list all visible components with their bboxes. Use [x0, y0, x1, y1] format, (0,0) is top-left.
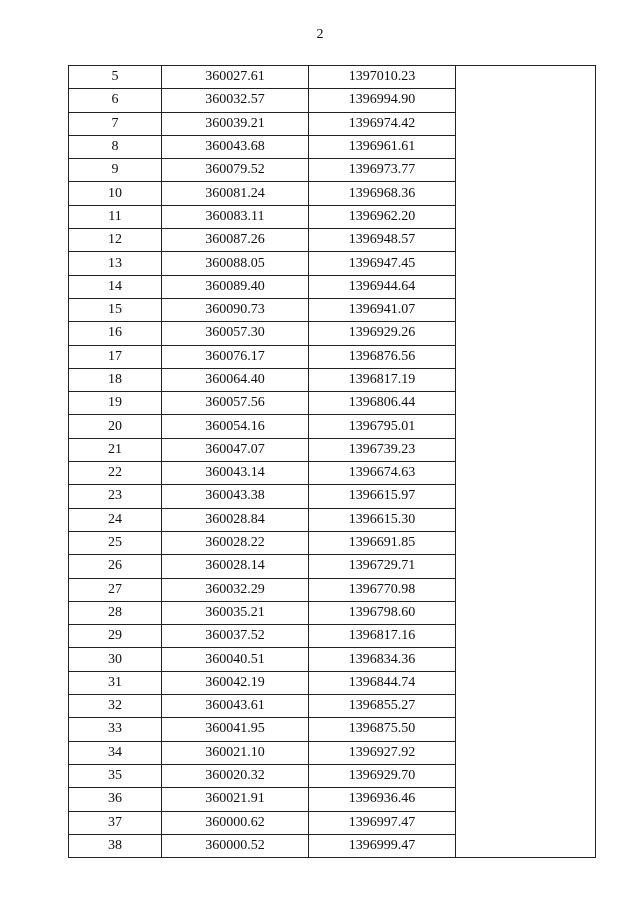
x-coordinate-cell: 360032.29 [162, 578, 309, 601]
point-number-cell: 6 [69, 89, 162, 112]
point-number-cell: 12 [69, 229, 162, 252]
point-number-cell: 37 [69, 811, 162, 834]
y-coordinate-cell: 1396876.56 [309, 345, 456, 368]
point-number-cell: 8 [69, 135, 162, 158]
point-number-cell: 38 [69, 834, 162, 857]
y-coordinate-cell: 1396798.60 [309, 601, 456, 624]
x-coordinate-cell: 360042.19 [162, 671, 309, 694]
table-row [69, 66, 596, 89]
x-coordinate-cell: 360000.52 [162, 834, 309, 857]
y-coordinate-cell: 1396944.64 [309, 275, 456, 298]
y-coordinate-cell: 1396817.19 [309, 368, 456, 391]
y-coordinate-cell: 1396615.97 [309, 485, 456, 508]
point-number-cell: 21 [69, 438, 162, 461]
point-number-cell: 13 [69, 252, 162, 275]
point-number-cell: 5 [69, 66, 162, 89]
y-coordinate-cell: 1396875.50 [309, 718, 456, 741]
y-coordinate-cell: 1396929.26 [309, 322, 456, 345]
point-number-cell: 17 [69, 345, 162, 368]
x-coordinate-cell: 360039.21 [162, 112, 309, 135]
x-coordinate-cell: 360021.10 [162, 741, 309, 764]
y-coordinate-cell: 1396994.90 [309, 89, 456, 112]
point-number-cell: 10 [69, 182, 162, 205]
y-coordinate-cell: 1396948.57 [309, 229, 456, 252]
y-coordinate-cell: 1396936.46 [309, 788, 456, 811]
y-coordinate-cell: 1396999.47 [309, 834, 456, 857]
coordinates-table [68, 65, 596, 858]
y-coordinate-cell: 1396962.20 [309, 205, 456, 228]
point-number-cell: 22 [69, 462, 162, 485]
x-coordinate-cell: 360081.24 [162, 182, 309, 205]
x-coordinate-cell: 360089.40 [162, 275, 309, 298]
y-coordinate-cell: 1396997.47 [309, 811, 456, 834]
point-number-cell: 9 [69, 159, 162, 182]
point-number-cell: 19 [69, 392, 162, 415]
x-coordinate-cell: 360076.17 [162, 345, 309, 368]
point-number-cell: 27 [69, 578, 162, 601]
point-number-cell: 35 [69, 764, 162, 787]
x-coordinate-cell: 360064.40 [162, 368, 309, 391]
point-number-cell: 29 [69, 625, 162, 648]
x-coordinate-cell: 360020.32 [162, 764, 309, 787]
empty-notes-cell [456, 66, 596, 858]
point-number-cell: 11 [69, 205, 162, 228]
y-coordinate-cell: 1396615.30 [309, 508, 456, 531]
y-coordinate-cell: 1396927.92 [309, 741, 456, 764]
point-number-cell: 7 [69, 112, 162, 135]
y-coordinate-cell: 1396968.36 [309, 182, 456, 205]
x-coordinate-cell: 360000.62 [162, 811, 309, 834]
y-coordinate-cell: 1396929.70 [309, 764, 456, 787]
y-coordinate-cell: 1396739.23 [309, 438, 456, 461]
y-coordinate-cell: 1396806.44 [309, 392, 456, 415]
point-number-cell: 28 [69, 601, 162, 624]
point-number-cell: 32 [69, 695, 162, 718]
x-coordinate-cell: 360040.51 [162, 648, 309, 671]
point-number-cell: 16 [69, 322, 162, 345]
y-coordinate-cell: 1396729.71 [309, 555, 456, 578]
x-coordinate-cell: 360028.22 [162, 531, 309, 554]
point-number-cell: 33 [69, 718, 162, 741]
x-coordinate-cell: 360090.73 [162, 298, 309, 321]
point-number-cell: 31 [69, 671, 162, 694]
x-coordinate-cell: 360083.11 [162, 205, 309, 228]
x-coordinate-cell: 360028.14 [162, 555, 309, 578]
x-coordinate-cell: 360079.52 [162, 159, 309, 182]
coordinates-table-body [69, 66, 596, 858]
point-number-cell: 26 [69, 555, 162, 578]
x-coordinate-cell: 360021.91 [162, 788, 309, 811]
point-number-cell: 25 [69, 531, 162, 554]
y-coordinate-cell: 1396691.85 [309, 531, 456, 554]
x-coordinate-cell: 360043.38 [162, 485, 309, 508]
y-coordinate-cell: 1396973.77 [309, 159, 456, 182]
x-coordinate-cell: 360087.26 [162, 229, 309, 252]
point-number-cell: 14 [69, 275, 162, 298]
y-coordinate-cell: 1397010.23 [309, 66, 456, 89]
x-coordinate-cell: 360047.07 [162, 438, 309, 461]
x-coordinate-cell: 360027.61 [162, 66, 309, 89]
x-coordinate-cell: 360043.68 [162, 135, 309, 158]
point-number-cell: 30 [69, 648, 162, 671]
x-coordinate-cell: 360035.21 [162, 601, 309, 624]
y-coordinate-cell: 1396770.98 [309, 578, 456, 601]
x-coordinate-cell: 360043.14 [162, 462, 309, 485]
x-coordinate-cell: 360043.61 [162, 695, 309, 718]
x-coordinate-cell: 360037.52 [162, 625, 309, 648]
point-number-cell: 24 [69, 508, 162, 531]
x-coordinate-cell: 360057.56 [162, 392, 309, 415]
y-coordinate-cell: 1396974.42 [309, 112, 456, 135]
point-number-cell: 18 [69, 368, 162, 391]
x-coordinate-cell: 360088.05 [162, 252, 309, 275]
y-coordinate-cell: 1396817.16 [309, 625, 456, 648]
y-coordinate-cell: 1396795.01 [309, 415, 456, 438]
y-coordinate-cell: 1396844.74 [309, 671, 456, 694]
y-coordinate-cell: 1396674.63 [309, 462, 456, 485]
point-number-cell: 34 [69, 741, 162, 764]
x-coordinate-cell: 360057.30 [162, 322, 309, 345]
x-coordinate-cell: 360028.84 [162, 508, 309, 531]
point-number-cell: 36 [69, 788, 162, 811]
point-number-cell: 20 [69, 415, 162, 438]
x-coordinate-cell: 360054.16 [162, 415, 309, 438]
point-number-cell: 23 [69, 485, 162, 508]
y-coordinate-cell: 1396941.07 [309, 298, 456, 321]
point-number-cell: 15 [69, 298, 162, 321]
y-coordinate-cell: 1396834.36 [309, 648, 456, 671]
page-number: 2 [316, 27, 324, 42]
x-coordinate-cell: 360041.95 [162, 718, 309, 741]
y-coordinate-cell: 1396855.27 [309, 695, 456, 718]
x-coordinate-cell: 360032.57 [162, 89, 309, 112]
y-coordinate-cell: 1396961.61 [309, 135, 456, 158]
y-coordinate-cell: 1396947.45 [309, 252, 456, 275]
